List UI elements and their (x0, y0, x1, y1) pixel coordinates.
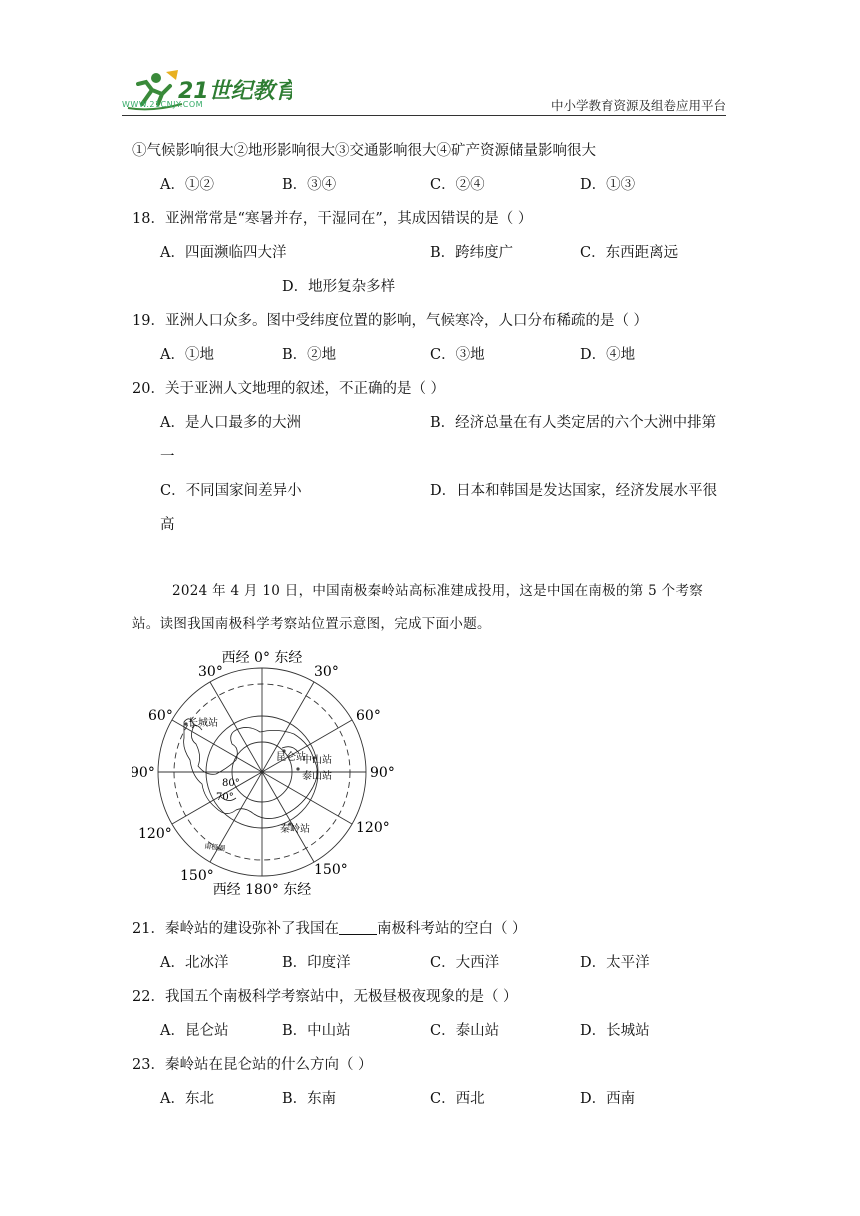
q19-option-b: B．②地 (282, 347, 337, 363)
lon-120-left: 120° (138, 826, 172, 842)
station-kunlun: 昆仑站 (276, 752, 306, 763)
header-divider (122, 115, 726, 116)
q22-option-c: C．泰山站 (430, 1023, 500, 1039)
q22-option-b: B．中山站 (282, 1023, 351, 1039)
station-taishan: 泰山站 (302, 771, 332, 782)
lon-150-left: 150° (180, 868, 214, 884)
q17-option-d: D．①③ (580, 177, 636, 193)
lon-30-left: 30° (198, 664, 223, 680)
q19-option-c: C．③地 (430, 347, 485, 363)
passage-line-2: 站。读图我国南极科学考察站位置示意图，完成下面小题。 (132, 616, 491, 632)
q22-option-d: D．长城站 (580, 1023, 650, 1039)
q21-stem-after: 南极科考站的空白（ ） (376, 921, 527, 937)
q23-option-d: D．西南 (580, 1091, 636, 1107)
q17-option-a: A．①② (160, 177, 214, 193)
lon-90-left: 90° (132, 765, 155, 781)
q22-option-a: A．昆仑站 (160, 1023, 229, 1039)
lon-60-right: 60° (356, 708, 381, 724)
lat-80: 80° (222, 778, 240, 789)
antarctic-station-map (132, 648, 402, 900)
station-zhongshan: 中山站 (302, 755, 332, 766)
q21-stem (132, 919, 527, 939)
platform-name: 中小学教育资源及组卷应用平台 (550, 98, 726, 113)
q22-stem: 22．我国五个南极科学考察站中，无极昼极夜现象的是（ ） (132, 989, 518, 1005)
q23-stem: 23．秦岭站在昆仑站的什么方向（ ） (132, 1057, 373, 1073)
passage-line-1: 2024 年 4 月 10 日，中国南极秦岭站高标准建成投用，这是中国在南极的第 5 个考察 (172, 583, 704, 599)
q18-option-b: B．跨纬度广 (430, 245, 514, 261)
q20-option-d: D．日本和韩国是发达国家，经济发展水平很 (430, 483, 718, 499)
q17-stem: ①气候影响很大②地形影响很大③交通影响很大④矿产资源储量影响很大 (132, 143, 596, 159)
station-changcheng: 长城站 (188, 718, 218, 729)
q21-option-a: A．北冰洋 (160, 955, 229, 971)
logo-text: 21世纪教育 (178, 79, 292, 104)
q21-blank (339, 920, 377, 935)
q20-stem: 20．关于亚洲人文地理的叙述，不正确的是（ ） (132, 381, 446, 397)
q18-option-c: C．东西距离远 (580, 245, 679, 261)
q21-option-d: D．太平洋 (580, 955, 650, 971)
q23-option-c: C．西北 (430, 1091, 485, 1107)
site-url: WWW.21CNJY.COM (122, 100, 204, 109)
q18-stem: 18．亚洲常常是“寒暑并存，干湿同在”，其成因错误的是（ ） (132, 211, 533, 227)
lat-70: 70° (216, 792, 234, 803)
q20-option-c: C．不同国家间差异小 (160, 483, 302, 499)
q19-option-a: A．①地 (160, 347, 214, 363)
lon-60-left: 60° (148, 708, 173, 724)
q23-option-b: B．东南 (282, 1091, 337, 1107)
lon-30-right: 30° (314, 664, 339, 680)
q20-option-b: B．经济总量在有人类定居的六个大洲中排第 (430, 415, 717, 431)
station-qinling: 秦岭站 (280, 824, 310, 835)
q18-option-d: D．地形复杂多样 (282, 279, 396, 295)
q20-option-a: A．是人口最多的大洲 (160, 415, 301, 431)
lon-90-right: 90° (370, 765, 395, 781)
q19-option-d: D．④地 (580, 347, 636, 363)
label-bottom: 西经 180° 东经 (212, 882, 312, 898)
antarctic-circle-label: 南极圈 (203, 842, 226, 853)
label-top: 西经 0° 东经 (221, 650, 303, 666)
q17-option-c: C．②④ (430, 177, 485, 193)
q19-stem: 19．亚洲人口众多。图中受纬度位置的影响，气候寒冷，人口分布稀疏的是（ ） (132, 313, 649, 329)
q21-option-c: C．大西洋 (430, 955, 500, 971)
q23-option-a: A．东北 (160, 1091, 214, 1107)
lon-120-right: 120° (356, 820, 390, 836)
q21-stem-before: 21．秦岭站的建设弥补了我国在 (132, 921, 339, 937)
q20-option-b-wrap: 一 (160, 449, 175, 465)
q21-option-b: B．印度洋 (282, 955, 351, 971)
lon-150-right: 150° (314, 862, 348, 878)
q18-option-a: A．四面濒临四大洋 (160, 245, 287, 261)
q17-option-b: B．③④ (282, 177, 337, 193)
q20-option-d-wrap: 高 (160, 517, 175, 533)
